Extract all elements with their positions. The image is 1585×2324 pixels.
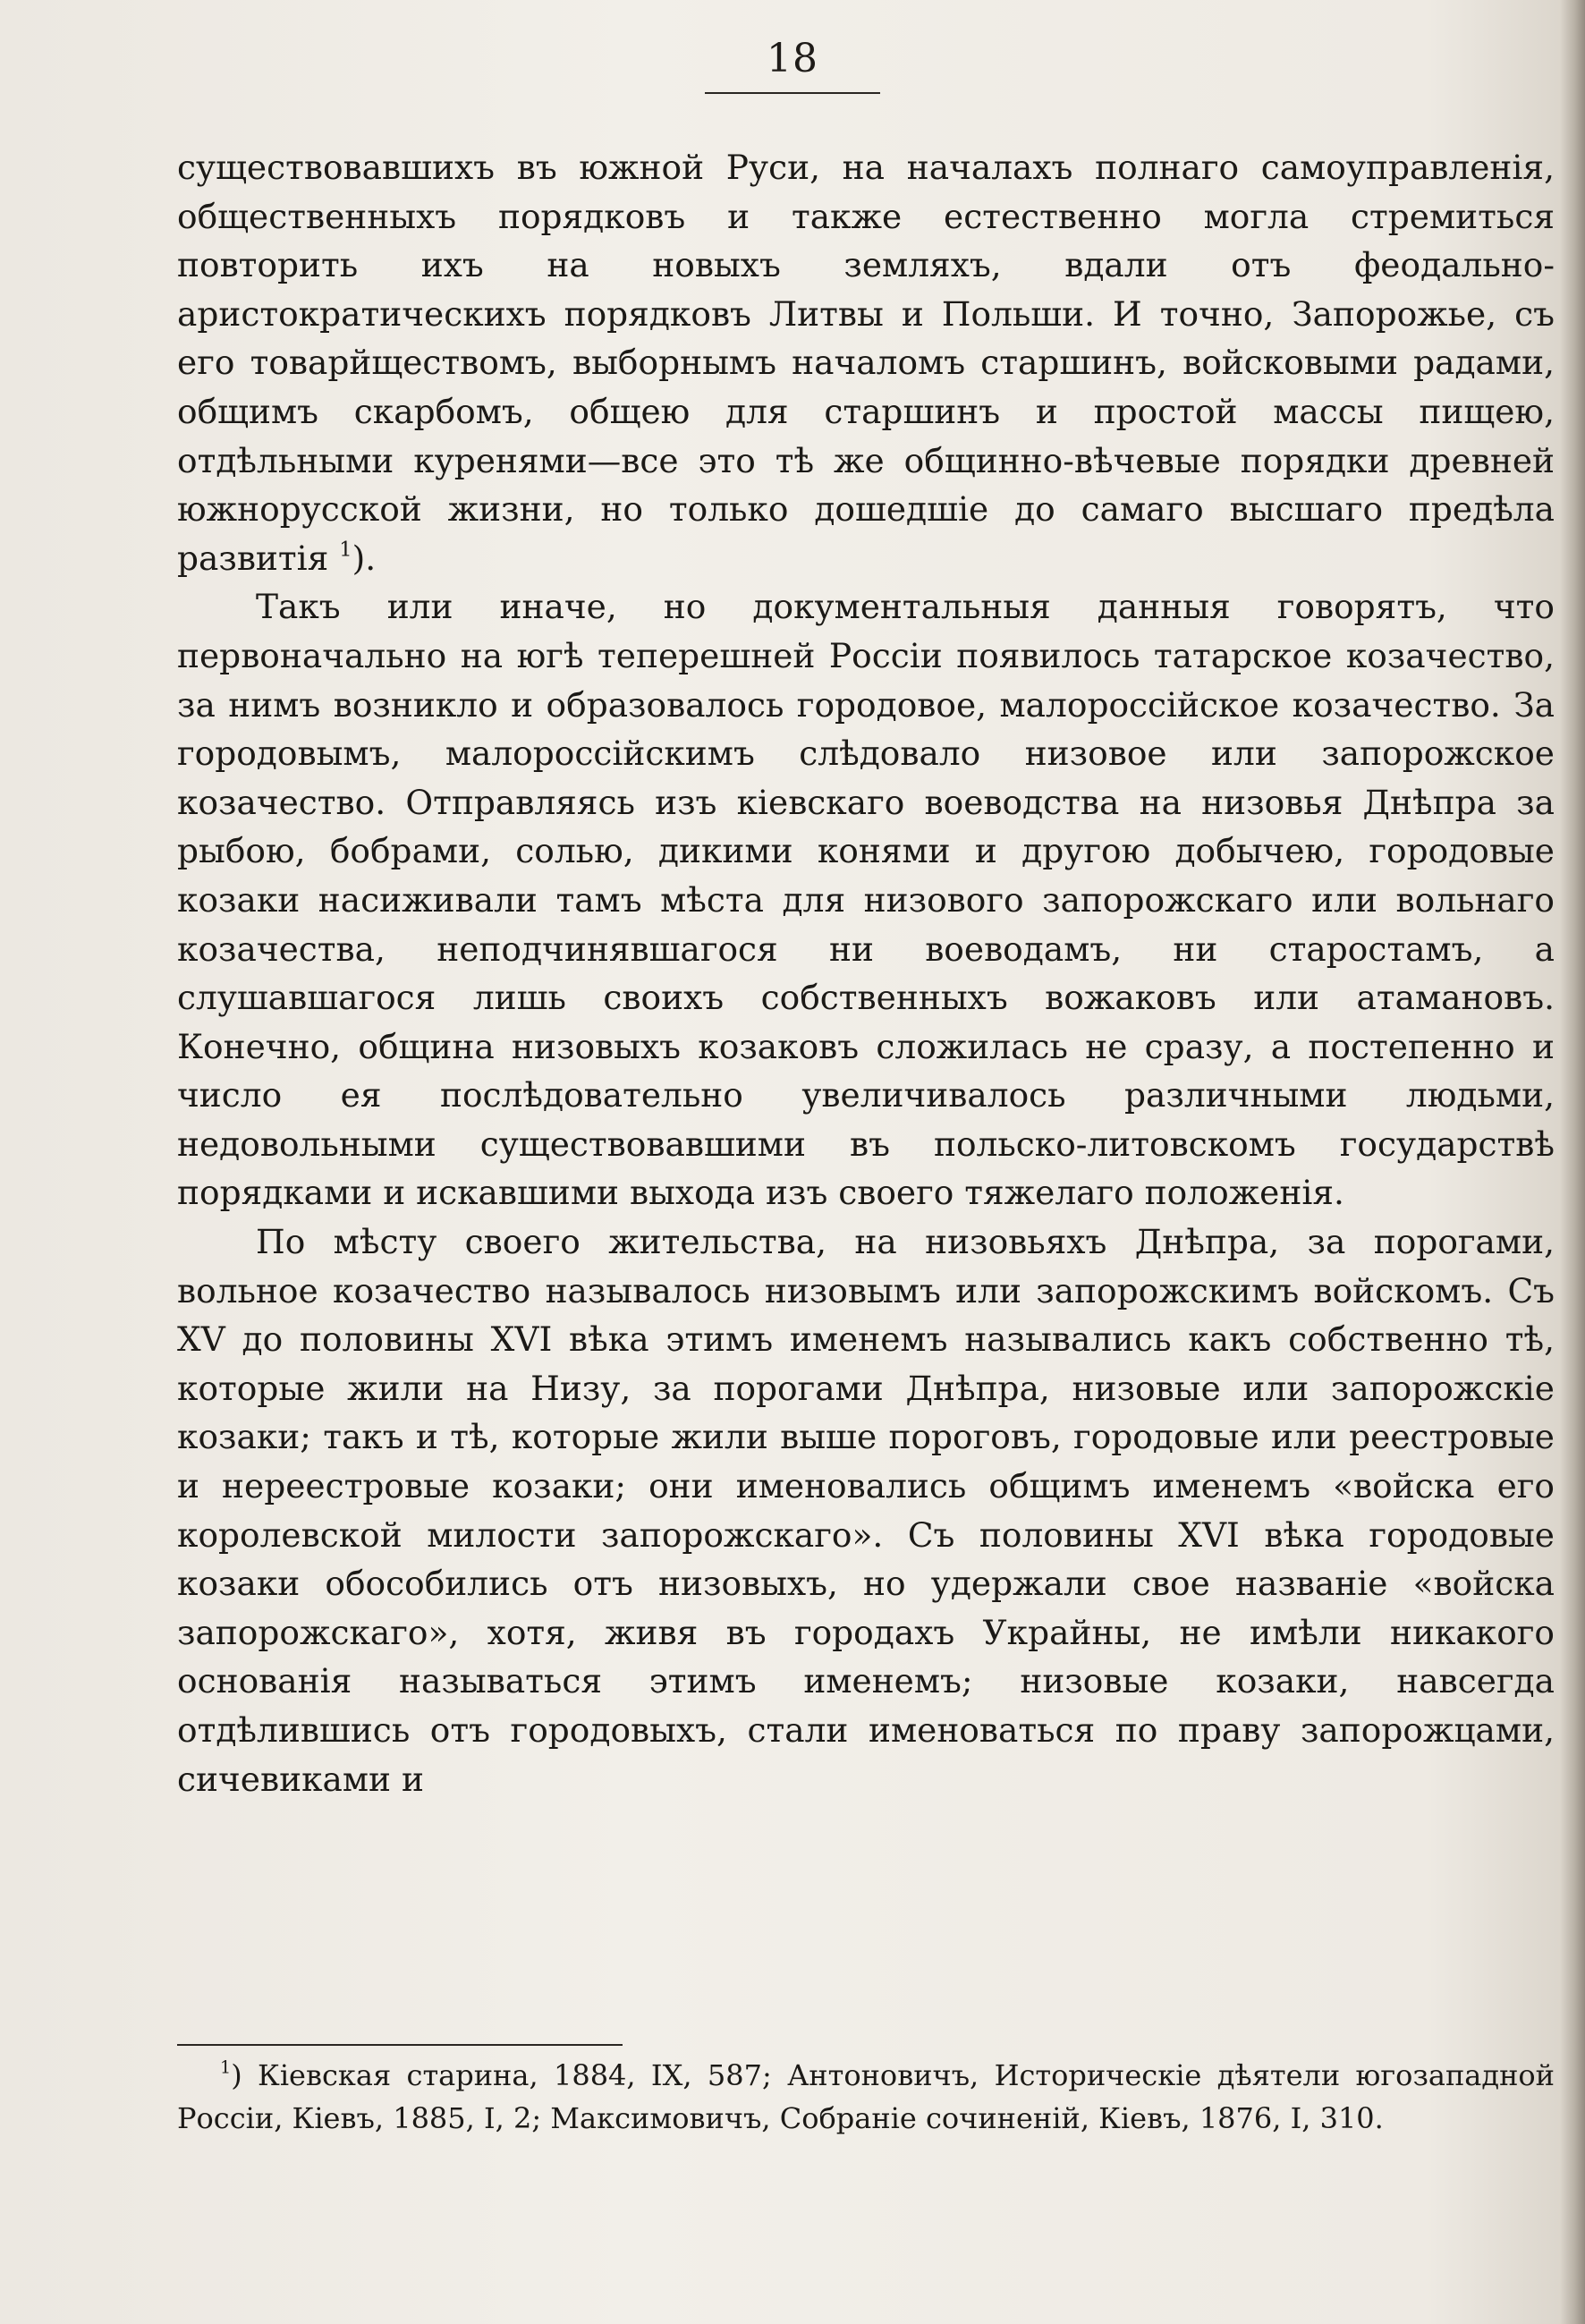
paragraph-1 (177, 143, 1555, 582)
main-text (177, 143, 1555, 1803)
paragraph-1-text: существовавшихъ въ южной Руси, на началахъ полнаго самоуправленія, общественныхъ порядковъ и также естественно могла стремиться повторить ихъ на новыхъ земляхъ, вдали отъ феодально-аристократическихъ порядковъ Литвы и Польши. И точно, Запорожье, съ его товарйществомъ, выборнымъ началомъ старшинъ, войсковыми радами, общимъ скарбомъ, общею для старшинъ и простой массы пищею, отдѣльными куренями—все это тѣ же общинно-вѣчевые порядки древней южнорусской жизни, но только дошедшіе до самаго высшаго предѣла развитія (177, 148, 1555, 578)
paragraph-3: По мѣсту своего жительства, на низовьяхъ Днѣпра, за порогами, вольное козачество называлось низовымъ или запорожскимъ войскомъ. Съ XV до половины XVI вѣка этимъ именемъ назывались какъ собственно тѣ, которые жили на Низу, за порогами Днѣпра, низовые или запорожскіе козаки; такъ и тѣ, которые жили выше пороговъ, городовые или реестровые и нереестровые козаки; они именовались общимъ именемъ «войска его королевской милости запорожскаго». Съ половины XVI вѣка городовые козаки обособились отъ низовыхъ, но удержали свое названіе «войска запорожскаго», хотя, живя въ городахъ Украйны, не имѣли никакого основанія называться этимъ именемъ; низовые козаки, навсегда отдѣлившись отъ городовыхъ, стали именоваться по праву запорожцами, сичевиками и (177, 1222, 1555, 1799)
footnote-reference[interactable]: 1 (339, 538, 352, 561)
footnote-rule (177, 2044, 623, 2046)
footnote-body: ) Кіевская старина, 1884, IX, 587; Антоновичъ, Историческіе дѣятели югозападной Россіи, Кіевъ, 1885, I, 2; Максимовичъ, Собраніе сочиненій, Кіевъ, 1876, I, 310. (177, 2058, 1555, 2135)
page-edge-shadow (1560, 0, 1585, 2324)
paragraph-1-end: ). (352, 538, 377, 578)
footnote-text (177, 2054, 1555, 2140)
paragraph-2: Такъ или иначе, но документальныя данныя говорятъ, что первоначально на югѣ теперешней Россіи появилось татарское козачество, за нимъ возникло и образовалось городовое, малороссійское козачество. За городовымъ, малороссійскимъ слѣдовало низовое или запорожское козачество. Отправляясь изъ кіевскаго воеводства на низовья Днѣпра за рыбою, бобрами, солью, дикими конями и другою добычею, городовые козаки насиживали тамъ мѣста для низового запорожскаго или вольнаго козачества, неподчинявшагося ни воеводамъ, ни старостамъ, а слушавшагося лишь своихъ собственныхъ вожаковъ или атамановъ. Конечно, община низовыхъ козаковъ сложилась не сразу, а постепенно и число ея послѣдовательно увеличивалось различными людьми, недовольными существовавшими въ польско-литовскомъ государствѣ порядками и искавшими выхода изъ своего тяжелаго положенія. (177, 587, 1555, 1213)
footnote-marker: 1 (220, 2057, 232, 2078)
page-number-rule (705, 92, 880, 94)
page-number: 18 (767, 36, 818, 81)
footnote (177, 2054, 1555, 2140)
